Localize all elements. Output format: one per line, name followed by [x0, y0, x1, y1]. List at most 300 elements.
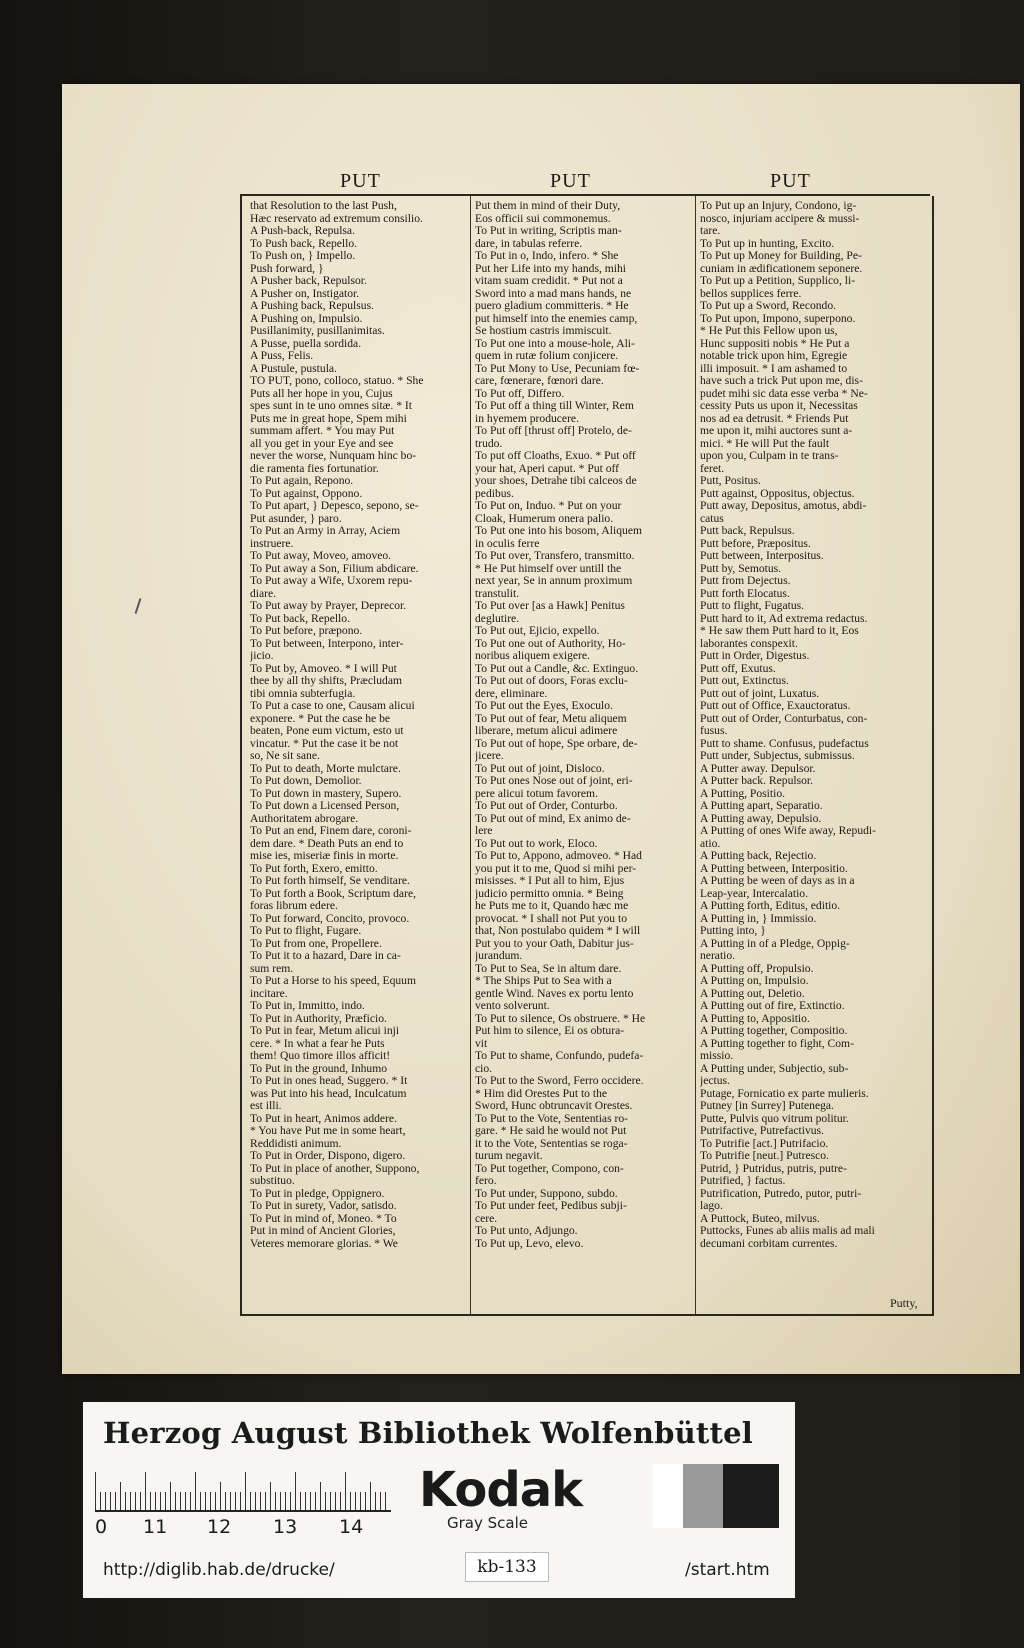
ruler-tick — [185, 1492, 186, 1510]
entry-line: care, fœnerare, fœnori dare. — [475, 374, 604, 387]
entry-line: To Put down in mastery, Supero. — [250, 786, 402, 800]
entry-line: Putt by, Semotus. — [700, 561, 782, 575]
ruler-tick — [340, 1492, 341, 1510]
column-rule — [695, 196, 696, 1314]
entry-line: A Putting forth, Editus, editio. — [700, 899, 841, 912]
entry-line: Put her Life into my hands, mihi — [475, 261, 627, 275]
ruler-tick — [100, 1492, 101, 1510]
entry-line: To Put in, Immitto, indo. — [250, 999, 365, 1012]
gray-patch-black — [723, 1464, 779, 1528]
ruler-tick — [115, 1492, 116, 1510]
entry-line: Hæc reservato ad extremum consilio. — [250, 211, 423, 225]
gray-patch-mid — [683, 1464, 723, 1528]
entry-line: Putt under, Subjectus, submissus. — [700, 749, 855, 762]
entry-line: cere. — [475, 1211, 498, 1225]
entry-line: A Putting apart, Separatio. — [700, 799, 823, 812]
entry-line: vit — [475, 1036, 488, 1050]
entry-line: To Put up Money for Building, Pe- — [700, 249, 862, 262]
entry-line: notable trick upon him, Egregie — [700, 349, 848, 362]
ruler-tick — [220, 1482, 221, 1510]
entry-line: catus — [700, 511, 724, 525]
entry-line: To Put in o, Indo, infero. * She — [475, 249, 619, 262]
entry-line: To Put one out of Authority, Ho- — [475, 636, 626, 650]
entry-line: Putt to flight, Fugatus. — [700, 599, 805, 612]
entry-line: put himself into the enemies camp, — [475, 311, 638, 325]
gray-scale-label: Gray Scale — [447, 1514, 528, 1532]
entry-line: * The Ships Put to Sea with a — [475, 974, 612, 987]
entry-line: To Put in mind of, Moneo. * To — [250, 1211, 397, 1225]
entry-line: vento solverunt. — [475, 999, 550, 1012]
entry-line: Putrid, } Putridus, putris, putre- — [700, 1161, 847, 1175]
entry-line: To Put off [thrust off] Protelo, de- — [475, 424, 632, 437]
entry-line: Putte, Pulvis quo vitrum politur. — [700, 1111, 849, 1125]
ruler-tick — [245, 1472, 246, 1510]
entry-line: Putt away, Depositus, amotus, abdi- — [700, 499, 867, 512]
entry-line: Sword, Hunc obtruncavit Orestes. — [475, 1099, 633, 1112]
ruler-tick — [215, 1492, 216, 1510]
entry-line: mise ies, miseriæ finis in morte. — [250, 849, 399, 862]
entry-line: A Push-back, Repulsa. — [250, 224, 355, 237]
entry-line: upon you, Culpam in te trans- — [700, 449, 839, 462]
entry-line: To Put one into a mouse-hole, Ali- — [475, 336, 635, 350]
ruler-tick — [110, 1492, 111, 1510]
entry-line: To Put under, Suppono, subdo. — [475, 1186, 618, 1200]
entry-line: A Putter back. Repulsor. — [700, 774, 814, 787]
entry-line: trudo. — [475, 436, 503, 450]
entry-line: To Put over, Transfero, transmitto. — [475, 549, 635, 562]
entry-line: A Putting, Positio. — [700, 786, 786, 800]
entry-line: Putt to shame. Confusus, pudefactus — [700, 736, 869, 750]
gray-patch-white — [653, 1464, 683, 1528]
entry-line: liberare, metum alicui adimere — [475, 724, 618, 737]
entry-line: cessity Puts us upon it, Necessitas — [700, 399, 858, 412]
ruler-tick — [270, 1482, 271, 1510]
entry-line: Putrifactive, Putrefactivus. — [700, 1124, 824, 1137]
entry-line: To Put off, Differo. — [475, 386, 565, 400]
entry-line: To Putrifie [neut.] Putresco. — [700, 1149, 829, 1162]
ruler-tick — [165, 1492, 166, 1510]
entry-line: Hunc suppositi nobis * He Put a — [700, 336, 850, 350]
entry-line: Putt back, Repulsus. — [700, 524, 795, 537]
entry-line: Putrified, } factus. — [700, 1174, 786, 1187]
entry-line: Puts me in great hope, Spem mihi — [250, 411, 407, 425]
entry-line: To Put under feet, Pedibus subji- — [475, 1199, 627, 1212]
entry-line: To Put away by Prayer, Deprecor. — [250, 599, 407, 612]
entry-line: jicio. — [250, 649, 274, 662]
entry-line: vitam suam credidit. * Put not a — [475, 274, 623, 287]
entry-line: puero gladium committeris. * He — [475, 299, 629, 312]
ruler-tick — [350, 1492, 351, 1510]
entry-line: A Pusher back, Repulsor. — [250, 274, 367, 287]
entry-line: fero. — [475, 1174, 497, 1187]
entry-line: you put it to me, Quod si mihi per- — [475, 861, 637, 875]
entry-line: To Put forth a Book, Scriptum dare, — [250, 886, 416, 900]
entry-line: dare, in tabulas referre. — [475, 236, 583, 250]
entry-line: me upon it, mihi auctores sunt a- — [700, 424, 853, 437]
entry-line: A Putting off, Propulsio. — [700, 961, 814, 975]
entry-line: * Him did Orestes Put to the — [475, 1086, 608, 1100]
ruler-tick — [210, 1492, 211, 1510]
entry-line: A Putting of ones Wife away, Repudi- — [700, 824, 876, 837]
entry-line: pere alicui totum favorem. — [475, 786, 598, 800]
entry-line: jicere. — [475, 749, 504, 762]
entry-line: Put in mind of Ancient Glories, — [250, 1224, 396, 1237]
entry-line: To Put out of mind, Ex animo de- — [475, 811, 631, 825]
entry-line: jectus. — [700, 1074, 730, 1087]
entry-line: substituo. — [250, 1174, 295, 1187]
entry-line: foras librum edere. — [250, 899, 338, 912]
ruler-tick — [95, 1472, 96, 1510]
entry-line: TO PUT, pono, colloco, statuo. * She — [250, 374, 424, 387]
entry-line: Putt off, Exutus. — [700, 661, 776, 675]
entry-line: To Put down a Licensed Person, — [250, 799, 400, 812]
entry-line: Reddidisti animum. — [250, 1136, 342, 1150]
entry-line: exponere. * Put the case he be — [250, 711, 391, 725]
entry-line: A Putting away, Depulsio. — [700, 811, 822, 825]
entry-line: dem dare. * Death Puts an end to — [250, 836, 404, 850]
ruler-tick — [190, 1492, 191, 1510]
ruler-number: 14 — [339, 1516, 364, 1538]
entry-line: To Put out a Candle, &c. Extinguo. — [475, 661, 639, 675]
entry-line: Veteres memorare glorias. * We — [250, 1236, 398, 1250]
entry-line: * He Put himself over untill the — [475, 561, 622, 575]
entry-line: gare. * He said he would not Put — [475, 1124, 627, 1137]
entry-line: judicio permitto omnia. * Being — [475, 886, 624, 900]
entry-line: bellos supplices ferre. — [700, 286, 802, 300]
entry-line: Putt forth Elocatus. — [700, 586, 790, 600]
entry-line: To put off Cloaths, Exuo. * Put off — [475, 449, 636, 462]
entry-line: Push forward, } — [250, 261, 324, 275]
ruler-tick — [200, 1492, 201, 1510]
entry-line: pudet mihi sic data esse verba * Ne- — [700, 386, 868, 400]
ruler-tick — [370, 1482, 371, 1510]
ruler-tick — [120, 1482, 121, 1510]
entry-line: lago. — [700, 1199, 723, 1212]
entry-line: summam affert. * You may Put — [250, 424, 395, 437]
entry-line: tibi omnia subterfugia. — [250, 686, 356, 700]
entry-line: A Putting out, Deletio. — [700, 986, 805, 1000]
entry-line: To Put out the Eyes, Exoculo. — [475, 699, 613, 712]
entry-line: To Put in pledge, Oppignero. — [250, 1186, 385, 1200]
entry-line: To Put to the Sword, Ferro occidere. — [475, 1074, 644, 1087]
entry-line: Putt out, Extinctus. — [700, 674, 789, 687]
entry-line: To Put an Army in Array, Aciem — [250, 524, 401, 537]
entry-line: To Put apart, } Depesco, sepono, se- — [250, 499, 419, 512]
entry-line: sum rem. — [250, 961, 294, 975]
entry-line: To Put out of joint, Disloco. — [475, 761, 605, 775]
entry-line: To Put between, Interpono, inter- — [250, 636, 404, 650]
entry-line: To Put up a Petition, Supplico, li- — [700, 274, 856, 287]
entry-line: To Put ones Nose out of joint, eri- — [475, 774, 633, 787]
entry-line: To Put away a Wife, Uxorem repu- — [250, 574, 413, 587]
entry-line: spes sunt in te uno omnes sitæ. * It — [250, 399, 412, 412]
entry-line: To Put in Authority, Præficio. — [250, 1011, 387, 1025]
entry-line: To Put up in hunting, Excito. — [700, 236, 835, 250]
entry-line: To Put before, præpono. — [250, 624, 363, 637]
ruler-tick — [175, 1492, 176, 1510]
entry-line: in oculis ferre — [475, 536, 540, 550]
entry-line: Sword into a mad mans hands, ne — [475, 286, 632, 300]
catchword: Putty, — [890, 1296, 918, 1310]
entry-line: To Put out of doors, Foras exclu- — [475, 674, 628, 687]
entry-line: transtulit. — [475, 586, 520, 600]
entry-line: that Resolution to the last Push, — [250, 200, 397, 212]
entry-line: illi imposuit. * I am ashamed to — [700, 361, 848, 375]
entry-line: gentle Wind. Naves ex portu lento — [475, 986, 634, 1000]
ruler-tick — [250, 1492, 251, 1510]
entry-line: To Put up an Injury, Condono, ig- — [700, 200, 857, 212]
entry-line: A Putting in of a Pledge, Oppig- — [700, 936, 850, 950]
entry-line: Se hostium castris immiscuit. — [475, 324, 612, 337]
entry-line: Putt against, Oppositus, objectus. — [700, 486, 855, 500]
entry-line: A Pusher on, Instigator. — [250, 286, 360, 300]
entry-line: To Put to silence, Os obstruere. * He — [475, 1011, 646, 1025]
entry-line: fusus. — [700, 724, 728, 737]
entry-line: noribus aliquem exigere. — [475, 649, 590, 662]
entry-line: he Puts me to it, Quando hæc me — [475, 899, 629, 912]
entry-line: * He Put this Fellow upon us, — [700, 324, 838, 337]
entry-line: To Put out to work, Eloco. — [475, 836, 598, 850]
entry-line: To Put one into his bosom, Aliquem — [475, 524, 642, 537]
ruler-tick — [105, 1492, 106, 1510]
entry-line: A Putter away. Depulsor. — [700, 761, 816, 775]
entry-line: A Putting be ween of days as in a — [700, 874, 855, 887]
ruler-tick — [375, 1492, 376, 1510]
ruler-tick — [180, 1492, 181, 1510]
source-url: http://diglib.hab.de/drucke/ — [103, 1560, 335, 1580]
ruler-tick — [205, 1492, 206, 1510]
entry-line: Authoritatem abrogare. — [250, 811, 359, 825]
entry-line: A Putting under, Subjectio, sub- — [700, 1061, 849, 1075]
ruler-tick — [230, 1492, 231, 1510]
entry-line: To Put out of fear, Metu aliquem — [475, 711, 627, 725]
ruler-tick — [360, 1492, 361, 1510]
entry-line: A Pustule, pustula. — [250, 361, 337, 375]
entry-line: tare. — [700, 224, 721, 237]
ruler-tick — [160, 1492, 161, 1510]
ruler-tick — [125, 1492, 126, 1510]
entry-line: provocat. * I shall not Put you to — [475, 911, 627, 925]
ruler-tick — [295, 1472, 296, 1510]
entry-line: turum negavit. — [475, 1149, 543, 1162]
entry-line: To Put in fear, Metum alicui inji — [250, 1024, 400, 1037]
entry-line: pedibus. — [475, 486, 514, 500]
column-rule — [470, 196, 471, 1314]
ruler-tick — [140, 1492, 141, 1510]
ruler-tick — [195, 1472, 196, 1510]
ruler-tick — [290, 1492, 291, 1510]
entry-line: To Put up a Sword, Recondo. — [700, 299, 837, 312]
ruler-tick — [240, 1492, 241, 1510]
entry-line: them! Quo timore illos afficit! — [250, 1049, 391, 1062]
entry-line: feret. — [700, 461, 725, 475]
ruler-tick — [260, 1492, 261, 1510]
entry-line: Putt from Dejectus. — [700, 574, 791, 587]
entry-line: Put him to silence, Ei os obtura- — [475, 1024, 625, 1037]
entry-line: atio. — [700, 836, 721, 850]
entry-line: misisses. * I Put all to him, Ejus — [475, 874, 625, 887]
ruler-tick — [330, 1492, 331, 1510]
entry-line: To Put to shame, Confundo, pudefa- — [475, 1049, 644, 1062]
entry-line: To Put a case to one, Causam alicui — [250, 699, 415, 712]
entry-line: To Put a Horse to his speed, Equum — [250, 974, 416, 987]
ruler-number: 0 — [95, 1516, 108, 1538]
entry-line: To Put in place of another, Suppono, — [250, 1161, 420, 1175]
entry-line: Putt out of Order, Conturbatus, con- — [700, 711, 868, 725]
entry-line: neratio. — [700, 949, 736, 962]
dictionary-column-1 — [250, 200, 468, 1300]
entry-line: To Push back, Repello. — [250, 236, 358, 250]
ruler-tick — [355, 1492, 356, 1510]
ruler-tick — [275, 1492, 276, 1510]
entry-line: in hyemem producere. — [475, 411, 579, 425]
ruler-tick — [170, 1482, 171, 1510]
entry-line: est illi. — [250, 1099, 282, 1112]
entry-line: A Pusse, puella sordida. — [250, 336, 362, 350]
entry-line: A Puss, Felis. — [250, 349, 314, 362]
entry-line: next year, Se in annum proximum — [475, 574, 633, 587]
library-name: Herzog August Bibliothek Wolfenbüttel — [103, 1416, 753, 1450]
entry-line: A Putting between, Interpositio. — [700, 861, 848, 875]
ruler-tick — [155, 1492, 156, 1510]
entry-line: Put asunder, } paro. — [250, 511, 342, 525]
entry-line: Putt out of Office, Exauctoratus. — [700, 699, 851, 712]
entry-line: Putt between, Interpositus. — [700, 549, 824, 562]
ruler-tick — [265, 1492, 266, 1510]
entry-line: To Put out, Ejicio, expello. — [475, 624, 600, 637]
entry-line: To Put forth, Exero, emitto. — [250, 861, 378, 875]
dictionary-column-2 — [475, 200, 693, 1300]
dictionary-column-3 — [700, 200, 918, 1300]
entry-line: your hat, Aperi caput. * Put off — [475, 461, 620, 475]
entry-line: that, Non postulabo quidem * I will — [475, 924, 641, 937]
ruler-tick — [380, 1492, 381, 1510]
ruler-tick — [335, 1492, 336, 1510]
entry-line: Pusillanimity, pusillanimitas. — [250, 324, 385, 337]
entry-line: diare. — [250, 586, 277, 600]
entry-line: A Putting in, } Immissio. — [700, 911, 817, 925]
entry-line: To Put in heart, Animos addere. — [250, 1111, 397, 1125]
entry-line: Putt out of joint, Luxatus. — [700, 686, 820, 700]
ruler-tick — [385, 1492, 386, 1510]
entry-line: Putt in Order, Digestus. — [700, 649, 810, 662]
entry-line: A Puttock, Buteo, milvus. — [700, 1211, 820, 1225]
entry-line: all you get in your Eye and see — [250, 436, 394, 450]
entry-line: To Put to death, Morte mulctare. — [250, 761, 401, 775]
shelfmark-code: kb-133 — [465, 1552, 549, 1582]
entry-line: Putney [in Surrey] Putenega. — [700, 1099, 834, 1112]
entry-line: Putt before, Præpositus. — [700, 536, 811, 550]
entry-line: To Put up, Levo, elevo. — [475, 1236, 584, 1250]
entry-line: was Put into his head, Inculcatum — [250, 1086, 407, 1100]
entry-line: Puttocks, Funes ab aliis malis ad mali — [700, 1224, 875, 1237]
ruler-number: 12 — [207, 1516, 232, 1538]
entry-line: mici. * He will Put the fault — [700, 436, 830, 450]
entry-line: Cloak, Humerum onera palio. — [475, 511, 614, 525]
entry-line: instruere. — [250, 536, 294, 550]
entry-line: jurandum. — [475, 949, 523, 962]
entry-line: A Putting together to fight, Com- — [700, 1036, 854, 1050]
entry-line: A Putting together, Compositio. — [700, 1024, 848, 1037]
entry-line: Puts all her hope in you, Cujus — [250, 386, 393, 400]
entry-line: To Put by, Amoveo. * I will Put — [250, 661, 397, 675]
entry-line: A Putting to, Appositio. — [700, 1011, 810, 1025]
ruler-tick — [345, 1472, 346, 1510]
entry-line: To Put in the ground, Inhumo — [250, 1061, 388, 1075]
entry-line: Putting into, } — [700, 924, 766, 937]
entry-line: To Put back, Repello. — [250, 611, 350, 625]
entry-line: To Put over [as a Hawk] Penitus — [475, 599, 625, 612]
entry-line: To Push on, } Impello. — [250, 249, 356, 262]
ruler-tick — [325, 1492, 326, 1510]
running-head-col2: PUT — [550, 170, 591, 192]
entry-line: To Put together, Compono, con- — [475, 1161, 624, 1175]
entry-line: To Put Mony to Use, Pecuniam fœ- — [475, 361, 640, 375]
entry-line: nos ad ea detrusit. * Friends Put — [700, 411, 849, 425]
entry-line: To Put away, Moveo, amoveo. — [250, 549, 392, 562]
entry-line: cere. * In what a fear he Puts — [250, 1036, 385, 1050]
entry-line: * He saw them Putt hard to it, Eos — [700, 624, 859, 637]
ruler-tick — [135, 1492, 136, 1510]
measurement-ruler — [95, 1470, 391, 1512]
entry-line: Put them in mind of their Duty, — [475, 200, 621, 212]
entry-line: quem in rutæ folium conjicere. — [475, 349, 619, 362]
entry-line: incitare. — [250, 986, 288, 1000]
entry-line: die ramenta fies fortunatior. — [250, 461, 379, 475]
entry-line: To Put out of Order, Conturbo. — [475, 799, 618, 812]
entry-line: cuniam in ædificationem seponere. — [700, 261, 863, 275]
entry-line: Put you to your Oath, Dabitur jus- — [475, 936, 634, 950]
running-head-col1: PUT — [340, 170, 381, 192]
entry-line: never the worse, Nunquam hinc bo- — [250, 449, 417, 462]
ruler-tick — [315, 1492, 316, 1510]
ruler-tick — [225, 1492, 226, 1510]
entry-line: To Put forward, Concito, provoco. — [250, 911, 410, 925]
entry-line: To Put to flight, Fugare. — [250, 924, 362, 937]
entry-line: To Put forth himself, Se venditare. — [250, 874, 410, 887]
ruler-tick — [150, 1492, 151, 1510]
ruler-number: 11 — [143, 1516, 168, 1538]
entry-line: Leap-year, Intercalatio. — [700, 886, 808, 900]
entry-line: Putt, Positus. — [700, 474, 761, 487]
entry-line: To Put against, Oppono. — [250, 486, 363, 500]
entry-line: To Put unto, Adjungo. — [475, 1224, 578, 1237]
entry-line: A Putting back, Rejectio. — [700, 849, 817, 862]
entry-line: beaten, Pone eum victum, esto ut — [250, 724, 404, 737]
entry-line: nosco, injuriam accipere & mussi- — [700, 211, 860, 225]
ruler-tick — [285, 1492, 286, 1510]
entry-line: so, Ne sit sane. — [250, 749, 320, 762]
entry-line: To Put out of hope, Spe orbare, de- — [475, 736, 638, 750]
entry-line: thee by all thy shifts, Præcludam — [250, 674, 402, 687]
entry-line: To Put upon, Impono, superpono. — [700, 311, 856, 325]
entry-line: Putt hard to it, Ad extrema redactus. — [700, 611, 868, 625]
ruler-tick — [305, 1492, 306, 1510]
entry-line: decumani corbitam currentes. — [700, 1236, 838, 1250]
ruler-tick — [280, 1492, 281, 1510]
entry-line: To Put on, Induo. * Put on your — [475, 499, 622, 512]
entry-line: To Put down, Demolior. — [250, 774, 362, 787]
entry-line: it to the Vote, Sententias se roga- — [475, 1136, 628, 1150]
start-path: /start.htm — [685, 1560, 770, 1580]
entry-line: * You have Put me in some heart, — [250, 1124, 406, 1137]
entry-line: cio. — [475, 1061, 493, 1075]
entry-line: A Pushing on, Impulsio. — [250, 311, 363, 325]
ruler-tick — [130, 1492, 131, 1510]
entry-line: A Pushing back, Repulsus. — [250, 299, 374, 312]
entry-line: To Put it to a hazard, Dare in ca- — [250, 949, 401, 962]
entry-line: To Put again, Repono. — [250, 474, 354, 487]
